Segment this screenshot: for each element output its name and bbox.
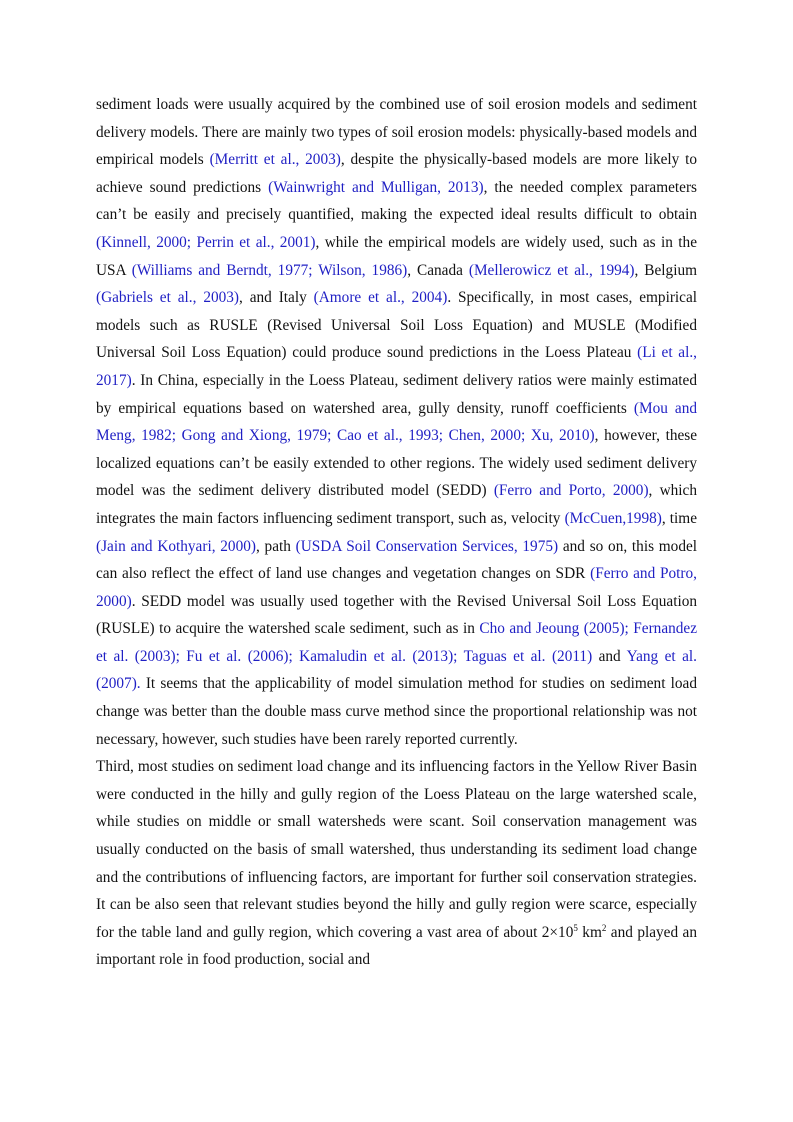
- body-text: , Belgium: [634, 261, 697, 279]
- body-text: and so on, this model can also reflect the effect of land use changes and vegetation changes on SDR: [96, 537, 698, 583]
- citation: (Kinnell, 2000; Perrin et al., 2001): [96, 233, 316, 251]
- body-text: , path: [255, 537, 296, 555]
- citation: (Mou and Meng, 1982; Gong and Xiong, 1979; Cao et al., 1993; Chen, 2000; Xu, 2010): [96, 399, 697, 445]
- body-text: . SEDD model was usually used together with the Revised Universal Soil Loss Equation (RUSLE) to acquire the watershed scale sediment, such as in: [96, 592, 697, 638]
- body-text: , time: [661, 509, 697, 527]
- body-text: Third, most studies on sediment load change and its influencing factors in the Yellow River Basin were conducted in the hilly and gully region of the Loess Plateau on the large watershed scale, while studies on middle or small watersheds were scant. Soil conservation management was usually conducted on the basis of small watershed, thus understanding its sediment load change and the contributions of influencing factors, are important for further soil conservation strategies. It can be also seen that relevant studies beyond the hilly and gully region were scarce, especially for the table land and gully region, which covering a vast area of about 2×10: [96, 758, 697, 941]
- superscript: 5: [573, 922, 578, 933]
- citation: (Mellerowicz et al., 1994): [468, 261, 635, 279]
- body-text: , however, these localized equations can’t be easily extended to other regions. The widely used sediment delivery model was the sediment delivery distributed model (SEDD): [96, 427, 698, 500]
- body-text: , while the empirical models are widely used, such as in the USA: [96, 233, 697, 279]
- paragraph-model-review: [96, 91, 697, 753]
- citation: (Williams and Berndt, 1977; Wilson, 1986): [131, 261, 408, 279]
- body-text: km: [577, 923, 602, 941]
- citation: (Merritt et al., 2003): [209, 151, 341, 169]
- superscript: 2: [601, 922, 607, 933]
- body-text: , Canada: [407, 261, 469, 279]
- document-page: [96, 91, 697, 974]
- body-text: , and Italy: [239, 289, 314, 307]
- citation: (Li et al., 2017): [96, 344, 697, 389]
- citation: Yang et al. (2007).: [96, 647, 697, 693]
- citation: (USDA Soil Conservation Services, 1975): [295, 537, 559, 555]
- citation: Cho and Jeoung (2005); Fernandez et al. (2003); Fu et al. (2006); Kamaludin et al. (2013); Taguas et al. (2011): [96, 620, 697, 665]
- body-text: It seems that the applicability of model simulation method for studies on sediment load change was better than the double mass curve method since the proportional relationship was not necessary, however, such studies have been rarely reported currently.: [96, 675, 697, 748]
- body-text: and: [592, 647, 627, 665]
- body-text: , which integrates the main factors influencing sediment transport, such as, velocity: [96, 482, 697, 527]
- citation: (Ferro and Potro, 2000): [96, 565, 697, 610]
- paragraph-third-point: [96, 753, 697, 974]
- citation: (McCuen,1998): [564, 509, 662, 527]
- body-text: sediment loads were usually acquired by the combined use of soil erosion models and sediment delivery models. There are mainly two types of soil erosion models: physically-based models and empirical models: [96, 96, 697, 169]
- citation: (Amore et al., 2004): [313, 289, 448, 307]
- body-text: and played an important role in food production, social and: [96, 923, 697, 969]
- citation: (Gabriels et al., 2003): [96, 289, 240, 307]
- body-text: , despite the physically-based models are more likely to achieve sound predictions: [96, 151, 698, 196]
- citation: (Ferro and Porto, 2000): [493, 482, 649, 500]
- body-text: . Specifically, in most cases, empirical models such as RUSLE (Revised Universal Soil Loss Equation) and MUSLE (Modified Universal Soil Loss Equation) could produce sound predictions in the Loess Plateau: [96, 289, 697, 362]
- citation: (Jain and Kothyari, 2000): [96, 537, 256, 555]
- body-text: . In China, especially in the Loess Plateau, sediment delivery ratios were mainly estimated by empirical equations based on watershed area, gully density, runoff coefficients: [96, 371, 697, 417]
- body-text: , the needed complex parameters can’t be easily and precisely quantified, making the expected ideal results difficult to obtain: [96, 178, 697, 224]
- citation: (Wainwright and Mulligan, 2013): [268, 178, 484, 196]
